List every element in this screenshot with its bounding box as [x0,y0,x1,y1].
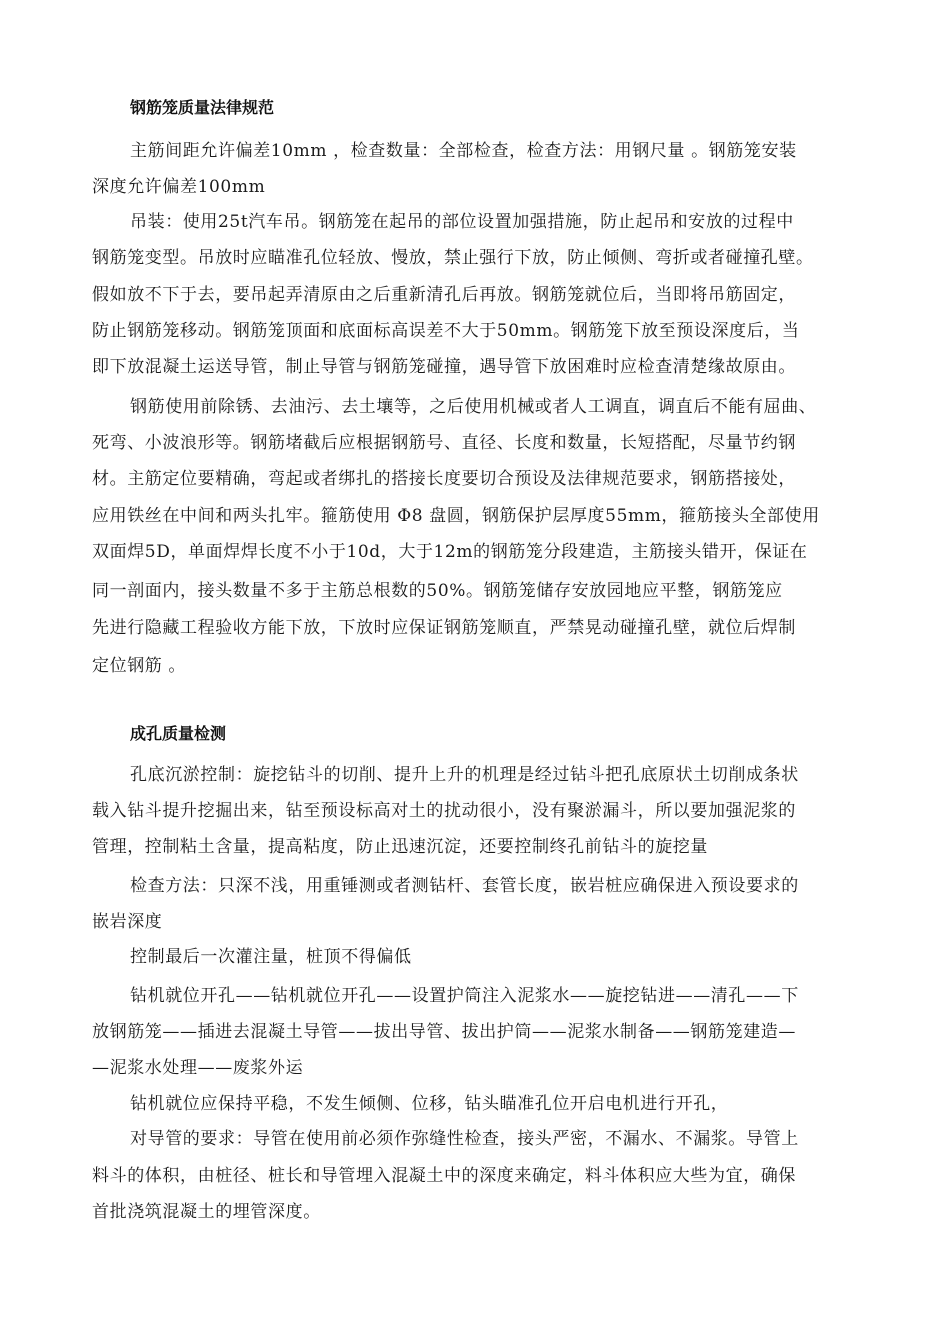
paragraph-line: 先进行隐藏工程验收方能下放，下放时应保证钢筋笼顺直，严禁晃动碰撞孔壁，就位后焊制 [92,618,796,638]
section-title-hole-quality: 成孔质量检测 [130,724,227,743]
paragraph-line: 料斗的体积，由桩径、桩长和导管埋入混凝土中的深度来确定，料斗体积应大些为宜，确保 [92,1166,796,1186]
paragraph-line: 同一剖面内，接头数量不多于主筋总根数的50%。钢筋笼储存安放园地应平整，钢筋笼应 [92,581,783,601]
paragraph-line: 深度允许偏差100mm [92,177,266,197]
paragraph-line: —泥浆水处理——废浆外运 [92,1058,304,1078]
paragraph-line: 防止钢筋笼移动。钢筋笼顶面和底面标高误差不大于50mm。钢筋笼下放至预设深度后，当 [92,321,800,341]
paragraph-line: 定位钢筋 。 [92,656,187,676]
paragraph-line: 控制最后一次灌注量，桩顶不得偏低 [130,947,412,967]
paragraph-line: 即下放混凝土运送导管，制止导管与钢筋笼碰撞，遇导管下放困难时应检查清楚缘故原由。 [92,357,796,377]
paragraph-line: 嵌岩深度 [92,912,163,932]
paragraph-line: 双面焊5D，单面焊焊长度不小于10d，大于12m的钢筋笼分段建造，主筋接头错开，保证在 [92,542,808,562]
paragraph-line: 孔底沉淤控制：旋挖钻斗的切削、提升上升的机理是经过钻斗把孔底原状土切削成条状 [130,765,799,785]
paragraph-line: 钢筋使用前除锈、去油污、去土壤等，之后使用机械或者人工调直，调直后不能有屈曲、 [130,397,817,417]
paragraph-line: 对导管的要求：导管在使用前必须作弥缝性检查，接头严密，不漏水、不漏浆。导管上 [130,1129,799,1149]
paragraph-line: 检查方法：只深不浅，用重锤测或者测钻杆、套管长度，嵌岩桩应确保进入预设要求的 [130,876,799,896]
paragraph-line: 钢筋笼变型。吊放时应瞄准孔位轻放、慢放，禁止强行下放，防止倾侧、弯折或者碰撞孔壁。 [92,248,814,268]
paragraph-line: 死弯、小波浪形等。钢筋堵截后应根据钢筋号、直径、长度和数量，长短搭配，尽量节约钢 [92,433,796,453]
paragraph-line: 载入钻斗提升挖掘出来，钻至预设标高对土的扰动很小，没有聚淤漏斗，所以要加强泥浆的 [92,801,796,821]
paragraph-line: 放钢筋笼——插进去混凝土导管——拔出导管、拔出护筒——泥浆水制备——钢筋笼建造— [92,1022,796,1042]
paragraph-line: 管理，控制粘土含量，提高粘度，防止迅速沉淀，还要控制终孔前钻斗的旋挖量 [92,837,708,857]
paragraph-line: 钻机就位开孔——钻机就位开孔——设置护筒注入泥浆水——旋挖钻进——清孔——下 [130,986,799,1006]
paragraph-line: 应用铁丝在中间和两头扎牢。箍筋使用 Φ8 盘圆，钢筋保护层厚度55mm，箍筋接头全部使用 [92,506,820,526]
paragraph-line: 首批浇筑混凝土的埋管深度。 [92,1202,321,1222]
paragraph-line: 材。主筋定位要精确，弯起或者绑扎的搭接长度要切合预设及法律规范要求，钢筋搭接处， [92,469,796,489]
paragraph-line: 钻机就位应保持平稳，不发生倾侧、位移，钻头瞄准孔位开启电机进行开孔， [130,1094,729,1114]
paragraph-line: 假如放不下于去，要吊起弄清原由之后重新清孔后再放。钢筋笼就位后，当即将吊筋固定， [92,285,796,305]
paragraph-line: 吊装：使用25t汽车吊。钢筋笼在起吊的部位设置加强措施，防止起吊和安放的过程中 [130,212,794,232]
paragraph-line: 主筋间距允许偏差10mm ，检查数量：全部检查，检查方法：用钢尺量 。钢筋笼安装 [130,141,797,161]
section-title-rebar-cage: 钢筋笼质量法律规范 [130,98,275,117]
